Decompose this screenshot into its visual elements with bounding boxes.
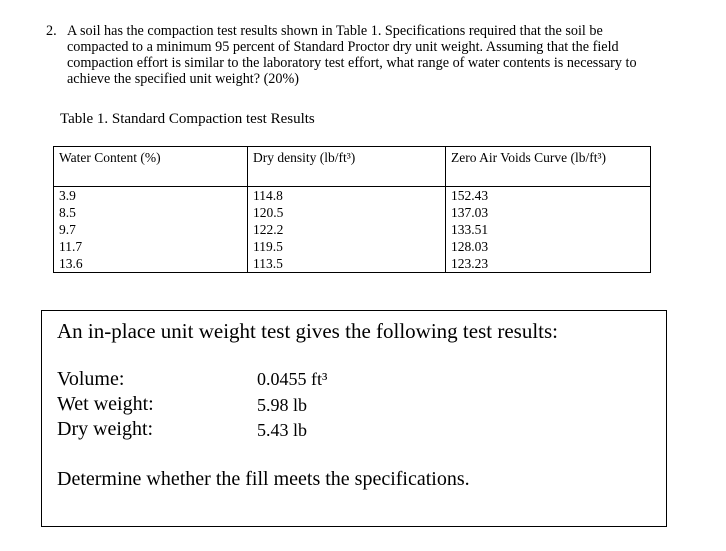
table-caption: Table 1. Standard Compaction test Results xyxy=(60,111,315,127)
cell-water: 11.7 xyxy=(54,238,248,255)
table-row xyxy=(54,255,651,273)
results-table xyxy=(53,146,651,273)
header-dry-density: Dry density (lb/ft³) xyxy=(248,147,446,187)
cell-dry: 120.5 xyxy=(248,204,446,221)
header-water-content: Water Content (%) xyxy=(54,147,248,187)
table-row xyxy=(54,238,651,255)
cell-water: 13.6 xyxy=(54,255,248,273)
question-text: A soil has the compaction test results shown in Table 1. Specifications required that the soil be compacted to a minimum 95 percent of Standard Proctor dry unit weight. Assuming that the field compaction effort is similar to the laboratory test effort, what range of water contents is necessary to achieve the specified unit weight? (20%) xyxy=(67,23,637,87)
cell-zav: 123.23 xyxy=(446,255,651,273)
cell-zav: 128.03 xyxy=(446,238,651,255)
dry-weight-label: Dry weight: xyxy=(57,418,154,440)
table-header-row xyxy=(54,147,651,187)
cell-zav: 137.03 xyxy=(446,204,651,221)
cell-zav: 133.51 xyxy=(446,221,651,238)
inplace-question: Determine whether the fill meets the specifications. xyxy=(57,468,470,490)
wet-weight-value: 5.98 lb xyxy=(257,395,308,415)
volume-label: Volume: xyxy=(57,368,125,390)
cell-zav: 152.43 xyxy=(446,187,651,205)
cell-dry: 119.5 xyxy=(248,238,446,255)
inplace-title: An in-place unit weight test gives the following test results: xyxy=(57,319,558,343)
inplace-test-box xyxy=(41,310,667,527)
cell-water: 3.9 xyxy=(54,187,248,205)
cell-dry: 122.2 xyxy=(248,221,446,238)
header-zero-air-voids: Zero Air Voids Curve (lb/ft³) xyxy=(446,147,651,187)
wet-weight-label: Wet weight: xyxy=(57,393,154,415)
cell-dry: 113.5 xyxy=(248,255,446,273)
cell-water: 9.7 xyxy=(54,221,248,238)
cell-water: 8.5 xyxy=(54,204,248,221)
question-number: 2. xyxy=(46,23,57,39)
table-row xyxy=(54,204,651,221)
table-row xyxy=(54,221,651,238)
table-row xyxy=(54,187,651,205)
cell-dry: 114.8 xyxy=(248,187,446,205)
results-table-wrapper xyxy=(53,146,651,292)
volume-value: 0.0455 ft³ xyxy=(257,369,328,389)
dry-weight-value: 5.43 lb xyxy=(257,420,308,440)
